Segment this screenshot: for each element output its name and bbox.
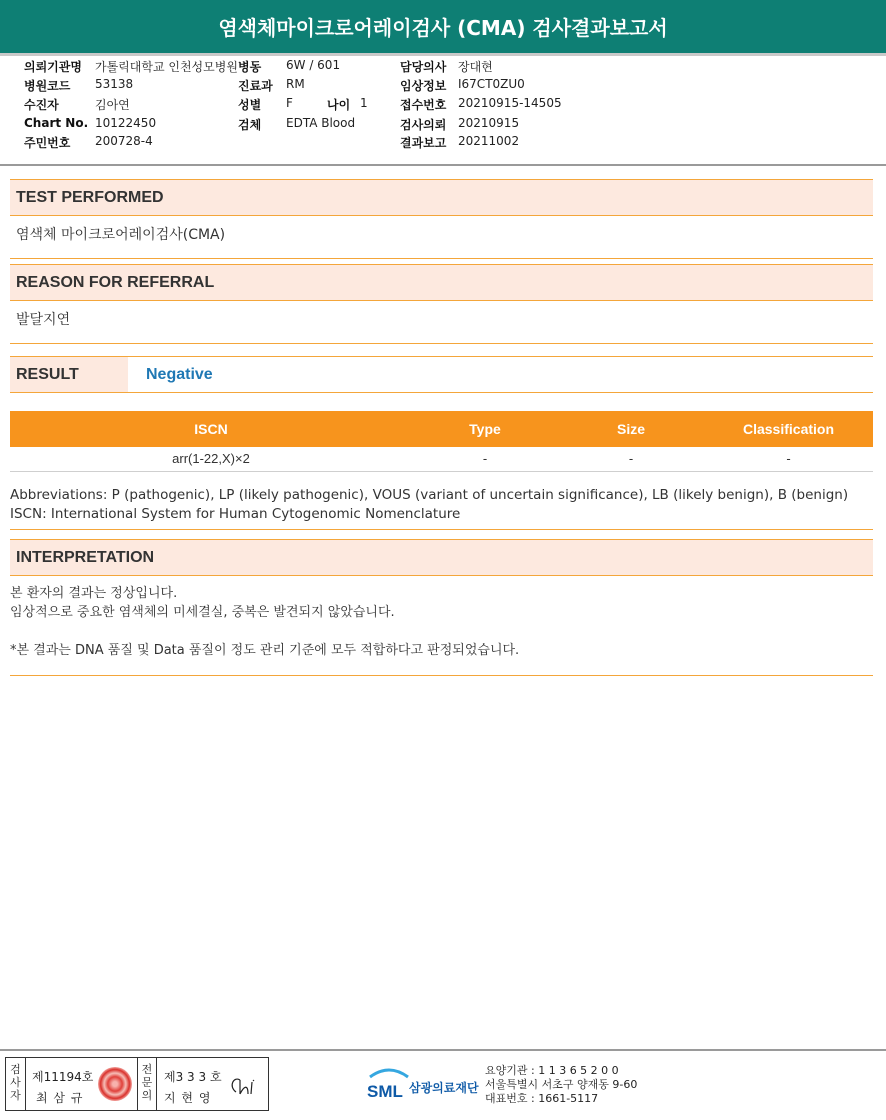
age-value: 1 — [360, 96, 368, 110]
doctor-value: 장대현 — [458, 60, 493, 74]
receipt-value: 20210915-14505 — [458, 96, 562, 110]
footer — [0, 1049, 886, 1120]
sml-logo-text: SML — [367, 1082, 403, 1101]
reviewer-number: 제3 3 3 호 — [164, 1070, 222, 1084]
dept-value: RM — [286, 77, 305, 91]
table-row — [10, 447, 873, 471]
id-label: 주민번호 — [24, 136, 71, 150]
sml-logo-icon — [366, 1065, 412, 1103]
specimen-value: EDTA Blood — [286, 116, 356, 130]
doctor-label: 담당의사 — [400, 60, 447, 74]
report-date-label: 결과보고 — [400, 136, 447, 150]
interpretation-line-2: 임상적으로 중요한 염색체의 미세결실, 중복은 발견되지 않았습니다. — [10, 605, 395, 620]
chart-label: Chart No. — [24, 116, 89, 130]
result-value: Negative — [146, 366, 213, 383]
abbreviations-line: Abbreviations: P (pathogenic), LP (likely pathogenic), VOUS (variant of uncertain significance), LB (likely benign), B (benign) — [10, 487, 849, 503]
table-header-row — [10, 411, 873, 447]
signature-box — [5, 1057, 269, 1111]
signature-mark — [226, 1072, 262, 1100]
abbreviations — [10, 486, 873, 530]
interpretation-body — [10, 584, 873, 676]
header-size: Size — [558, 411, 704, 447]
report-date-value: 20211002 — [458, 134, 520, 148]
cell-type: - — [412, 447, 558, 471]
sex-label: 성별 — [238, 98, 262, 112]
org-contact — [485, 1064, 637, 1106]
examinee-label: 수진자 — [24, 98, 59, 112]
chart-value: 10122450 — [95, 116, 157, 130]
patient-info — [0, 54, 886, 166]
variant-table — [10, 411, 873, 472]
examiner-vertical-label: 검사자 — [6, 1058, 26, 1110]
age-label: 나이 — [327, 98, 351, 112]
referral-heading: REASON FOR REFERRAL — [10, 264, 873, 301]
iscn-definition: ISCN: International System for Human Cytogenomic Nomenclature — [10, 506, 461, 522]
ward-label: 병동 — [238, 60, 262, 74]
request-label: 검사의뢰 — [400, 118, 447, 132]
referral-value: 발달지연 — [10, 301, 873, 344]
result-label: RESULT — [10, 357, 128, 392]
address: 서울특별시 서초구 양재동 9-60 — [485, 1078, 638, 1091]
institution-label: 의뢰기관명 — [24, 60, 82, 74]
phone: 대표번호 : 1661-5117 — [485, 1092, 599, 1105]
result-row — [10, 356, 873, 393]
header-type: Type — [412, 411, 558, 447]
sex-value: F — [286, 96, 293, 110]
care-number: 요양기관 : 1 1 3 6 5 2 0 0 — [485, 1064, 619, 1077]
reviewer-name: 지 현 영 — [164, 1091, 212, 1105]
interpretation-line-1: 본 환자의 결과는 정상입니다. — [10, 586, 178, 601]
org-name: 삼광의료재단 — [409, 1081, 479, 1095]
cell-classification: - — [704, 447, 873, 471]
cell-iscn: arr(1-22,X)×2 — [10, 447, 412, 471]
report-title: 염색체마이크로어레이검사 (CMA) 검사결과보고서 — [0, 0, 886, 56]
receipt-label: 접수번호 — [400, 98, 447, 112]
test-performed-heading: TEST PERFORMED — [10, 179, 873, 216]
header-iscn: ISCN — [10, 411, 412, 447]
request-value: 20210915 — [458, 116, 520, 130]
interpretation-heading: INTERPRETATION — [10, 539, 873, 576]
header-classification: Classification — [704, 411, 873, 447]
official-seal — [98, 1067, 132, 1101]
cell-size: - — [558, 447, 704, 471]
hospital-code-value: 53138 — [95, 77, 134, 91]
clinical-value: I67CT0ZU0 — [458, 77, 525, 91]
test-performed-value: 염색체 마이크로어레이검사(CMA) — [10, 216, 873, 259]
interpretation-note: *본 결과는 DNA 품질 및 Data 품질이 정도 관리 기준에 모두 적합하다고 판정되었습니다. — [10, 643, 520, 658]
specimen-label: 검체 — [238, 118, 262, 132]
institution-value: 가톨릭대학교 인천성모병원 — [95, 60, 238, 74]
hospital-code-label: 병원코드 — [24, 79, 71, 93]
examiner-number: 제11194호 — [32, 1070, 94, 1084]
examinee-value: 김아연 — [95, 98, 130, 112]
ward-value: 6W / 601 — [286, 58, 341, 72]
id-value: 200728-4 — [95, 134, 153, 148]
clinical-label: 임상정보 — [400, 79, 447, 93]
examiner-name: 최 삼 규 — [36, 1091, 84, 1105]
dept-label: 진료과 — [238, 79, 273, 93]
reviewer-vertical-label: 전문의 — [137, 1058, 157, 1110]
